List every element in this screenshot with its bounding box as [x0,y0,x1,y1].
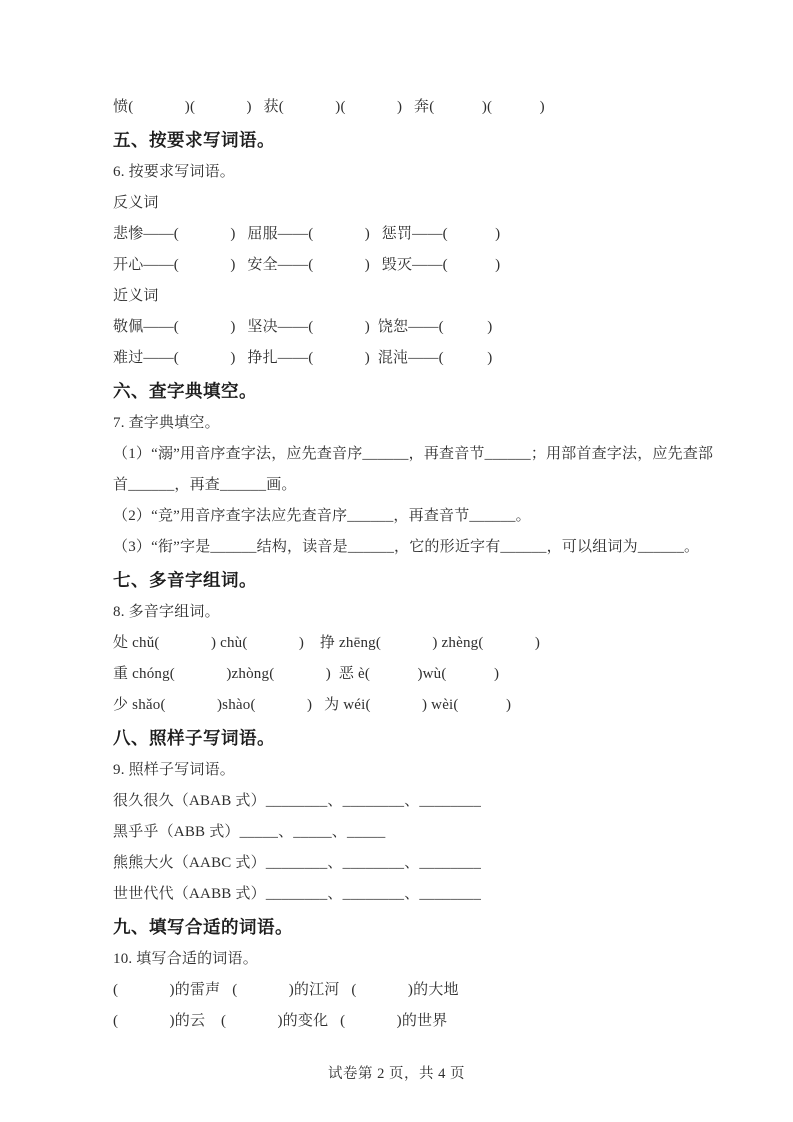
section-5-heading: 五、按要求写词语。 [113,130,275,150]
polyphone-row-2: 重 chóng( )zhòng( ) 恶 è( )wù( ) [113,666,500,682]
polyphone-row-1: 处 chǔ( ) chù( ) 挣 zhēng( ) zhèng( ) [113,635,541,651]
antonym-label: 反义词 [113,195,159,211]
question-9-title: 9. 照样子写词语。 [113,762,236,778]
pattern-row-abab: 很久很久（ABAB 式）________、________、________ [113,793,482,809]
pattern-row-abb: 黑乎乎（ABB 式）_____、_____、_____ [113,824,386,840]
phrase-fill-row-2: ( )的云 ( )的变化 ( )的世界 [113,1013,448,1029]
synonym-row-1: 敬佩——( ) 坚决——( ) 饶恕——( ) [113,319,493,335]
antonym-row-2: 开心——( ) 安全——( ) 毁灭——( ) [113,257,501,273]
synonym-row-2: 难过——( ) 挣扎——( ) 混沌——( ) [113,350,493,366]
pattern-row-aabb: 世世代代（AABB 式）________、________、________ [113,886,482,902]
question-6-title: 6. 按要求写词语。 [113,164,236,180]
pattern-row-aabc: 熊熊大火（AABC 式）________、________、________ [113,855,482,871]
dictionary-q1-line-1: （1）“溺”用音序查字法，应先查音序______，再查音节______；用部首查字法，应先查部 [113,446,714,462]
section-9-heading: 九、填写合适的词语。 [113,917,293,937]
page-number-footer: 试卷第 2 页，共 4 页 [328,1066,465,1082]
antonym-row-1: 悲惨——( ) 屈服——( ) 惩罚——( ) [113,226,501,242]
polyphone-row-3: 少 shǎo( )shào( ) 为 wéi( ) wèi( ) [113,697,512,713]
dictionary-q2: （2）“竞”用音序查字法应先查音序______，再查音节______。 [113,508,531,524]
question-8-title: 8. 多音字组词。 [113,604,220,620]
phrase-fill-row-1: ( )的雷声 ( )的江河 ( )的大地 [113,982,459,998]
section-8-heading: 八、照样子写词语。 [113,728,275,748]
section-7-heading: 七、多音字组词。 [113,570,257,590]
section-6-heading: 六、查字典填空。 [113,381,257,401]
word-fill-row-carryover: 愤( )( ) 获( )( ) 奔( )( ) [113,99,545,115]
question-7-title: 7. 查字典填空。 [113,415,220,431]
dictionary-q3: （3）“衔”字是______结构，读音是______，它的形近字有______，可以组词为______。 [113,539,700,555]
page-content [113,92,713,1037]
synonym-label: 近义词 [113,288,159,304]
question-10-title: 10. 填写合适的词语。 [113,951,258,967]
dictionary-q1-line-2: 首______，再查______画。 [113,477,297,493]
